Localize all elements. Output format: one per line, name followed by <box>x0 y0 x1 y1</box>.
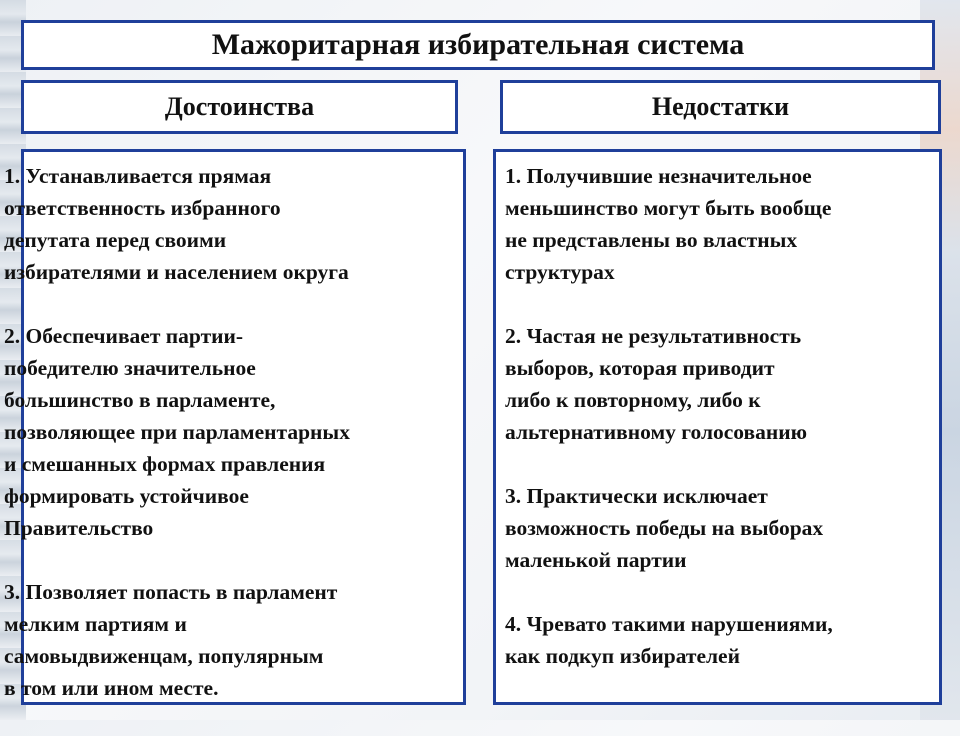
disadvantages-heading: Недостатки <box>651 92 790 121</box>
disadvantage-item-3: 3. Практически исключает возможность победы на выборах маленькой партии <box>505 484 824 572</box>
disadvantage-item-1: 1. Получившие незначительное меньшинство могут быть вообще не представлены во властных структурах <box>505 164 832 284</box>
disadvantages-header <box>500 80 941 134</box>
title-panel <box>21 20 935 70</box>
disadvantages-panel <box>493 149 942 705</box>
advantages-list <box>4 160 464 736</box>
advantages-panel <box>4 149 466 705</box>
advantage-item-2: 2. Обеспечивает партии- победителю значительное большинство в парламенте, позволяющее при парламентарных и смешанных формах правления формировать устойчивое Правительство <box>4 324 350 540</box>
advantages-heading: Достоинства <box>164 92 315 121</box>
disadvantage-item-2: 2. Частая не результативность выборов, которая приводит либо к повторному, либо к альтернативному голосованию <box>505 324 808 444</box>
disadvantages-list <box>505 160 937 704</box>
advantage-item-1: 1. Устанавливается прямая ответственность избранного депутата перед своими избирателями и населением округа <box>4 164 349 284</box>
advantage-item-3: 3. Позволяет попасть в парламент мелким партиям и самовыдвиженцам, популярным в том или ином месте. <box>4 580 338 700</box>
page-title: Мажоритарная избирательная система <box>211 28 745 61</box>
disadvantage-item-4: 4. Чревато такими нарушениями, как подкуп избирателей <box>505 612 833 668</box>
advantages-header <box>21 80 458 134</box>
